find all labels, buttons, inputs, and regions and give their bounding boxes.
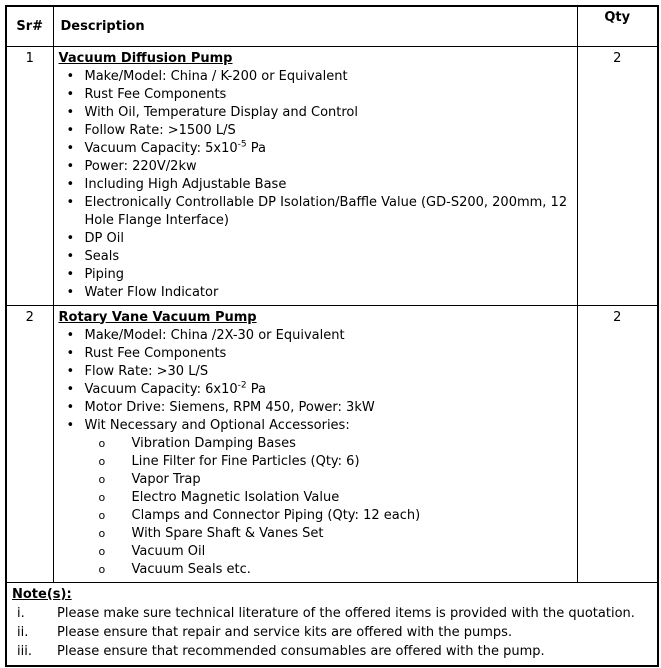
sub-bullet-item — [54, 453, 573, 471]
item-text: Vacuum Seals etc. — [131, 561, 251, 577]
bullet-item — [54, 68, 573, 86]
disc-bullet-icon: • — [66, 122, 75, 138]
disc-bullet-icon: • — [66, 104, 75, 120]
item-text: Electronically Controllable DP Isolation/Baffle Value (GD-S200, 200mm, 12 Hole Flange Interface) — [84, 194, 568, 228]
item-text: Vapor Trap — [131, 471, 201, 487]
item-text: Make/Model: China / K-200 or Equivalent — [84, 68, 348, 84]
item-text: Motor Drive: Siemens, RPM 450, Power: 3kW — [84, 399, 375, 415]
circle-bullet-icon: o — [98, 526, 106, 540]
table-row — [6, 305, 658, 582]
disc-bullet-icon: • — [66, 266, 75, 282]
note-item — [12, 604, 652, 623]
notes-row — [6, 582, 658, 666]
bullet-item — [54, 399, 573, 417]
item-text: Pa — [246, 381, 266, 397]
circle-bullet-icon: o — [98, 508, 106, 522]
circle-bullet-icon: o — [98, 472, 106, 486]
item-text: Vibration Damping Bases — [131, 435, 296, 451]
bullet-item — [54, 194, 573, 230]
bullet-item — [54, 284, 573, 302]
disc-bullet-icon: • — [66, 86, 75, 102]
disc-bullet-icon: • — [66, 363, 75, 379]
sub-bullet-item — [54, 543, 573, 561]
qty-value: 2 — [577, 305, 658, 582]
table-row — [6, 46, 658, 305]
disc-bullet-icon: • — [66, 176, 75, 192]
circle-bullet-icon: o — [98, 544, 106, 558]
bullet-item — [54, 86, 573, 104]
bullet-item — [54, 381, 573, 399]
note-item — [12, 642, 652, 661]
note-marker: iii. — [17, 643, 32, 659]
item-title: Vacuum Diffusion Pump — [58, 50, 233, 66]
notes-title: Note(s): — [12, 586, 72, 602]
sub-bullet-item — [54, 435, 573, 453]
sub-bullet-item — [54, 489, 573, 507]
item-title: Rotary Vane Vacuum Pump — [58, 309, 257, 325]
bullet-item — [54, 363, 573, 381]
header-sr: Sr# — [6, 6, 53, 46]
disc-bullet-icon: • — [66, 248, 75, 264]
sub-bullet-item — [54, 507, 573, 525]
item-text: Vacuum Oil — [131, 543, 206, 559]
disc-bullet-icon: • — [66, 345, 75, 361]
disc-bullet-icon: • — [66, 158, 75, 174]
item-text: Pa — [246, 140, 266, 156]
bullet-item — [54, 122, 573, 140]
item-text: Wit Necessary and Optional Accessories: — [84, 417, 350, 433]
bullet-item — [54, 158, 573, 176]
sr-number: 2 — [6, 305, 53, 582]
item-text: Rust Fee Components — [84, 345, 227, 361]
bullet-item — [54, 248, 573, 266]
circle-bullet-icon: o — [98, 436, 106, 450]
notes-cell — [6, 582, 658, 666]
sub-bullet-item — [54, 525, 573, 543]
item-text: Rust Fee Components — [84, 86, 227, 102]
description-cell — [53, 46, 577, 305]
circle-bullet-icon: o — [98, 562, 106, 576]
disc-bullet-icon: • — [66, 194, 75, 210]
bullet-item — [54, 104, 573, 122]
superscript-text: -5 — [237, 139, 247, 150]
disc-bullet-icon: • — [66, 381, 75, 397]
item-text: Follow Rate: >1500 L/S — [84, 122, 236, 138]
sub-bullet-item — [54, 471, 573, 489]
note-marker: ii. — [17, 624, 29, 640]
bullet-item — [54, 266, 573, 284]
item-text: Power: 220V/2kw — [84, 158, 197, 174]
table-header-row — [6, 6, 658, 46]
item-text: Electro Magnetic Isolation Value — [131, 489, 340, 505]
note-marker: i. — [17, 605, 25, 621]
item-text: Clamps and Connector Piping (Qty: 12 each) — [131, 507, 421, 523]
disc-bullet-icon: • — [66, 140, 75, 156]
item-text: Make/Model: China /2X-30 or Equivalent — [84, 327, 345, 343]
item-text: Flow Rate: >30 L/S — [84, 363, 209, 379]
note-text: Please make sure technical literature of the offered items is provided with the quotation. — [57, 605, 635, 621]
item-text: Seals — [84, 248, 120, 264]
description-cell — [53, 305, 577, 582]
item-text: Including High Adjustable Base — [84, 176, 287, 192]
header-description: Description — [53, 6, 577, 46]
item-text: Piping — [84, 266, 125, 282]
circle-bullet-icon: o — [98, 490, 106, 504]
item-text: DP Oil — [84, 230, 124, 246]
item-text: Vacuum Capacity: 5x10 — [84, 140, 238, 156]
disc-bullet-icon: • — [66, 284, 75, 300]
disc-bullet-icon: • — [66, 327, 75, 343]
note-item — [12, 623, 652, 642]
note-text: Please ensure that repair and service kits are offered with the pumps. — [57, 624, 513, 640]
sr-number: 1 — [6, 46, 53, 305]
disc-bullet-icon: • — [66, 399, 75, 415]
item-text: Water Flow Indicator — [84, 284, 219, 300]
bullet-item — [54, 327, 573, 345]
bullet-item — [54, 230, 573, 248]
disc-bullet-icon: • — [66, 230, 75, 246]
superscript-text: -2 — [237, 380, 247, 391]
item-text: Vacuum Capacity: 6x10 — [84, 381, 238, 397]
bullet-item — [54, 345, 573, 363]
disc-bullet-icon: • — [66, 417, 75, 433]
item-text: With Spare Shaft & Vanes Set — [131, 525, 324, 541]
bullet-item — [54, 176, 573, 194]
qty-value: 2 — [577, 46, 658, 305]
header-qty: Qty — [577, 6, 658, 46]
note-text: Please ensure that recommended consumables are offered with the pump. — [57, 643, 545, 659]
disc-bullet-icon: • — [66, 68, 75, 84]
item-text: Line Filter for Fine Particles (Qty: 6) — [131, 453, 360, 469]
item-text: With Oil, Temperature Display and Control — [84, 104, 358, 120]
table-body — [6, 46, 658, 582]
circle-bullet-icon: o — [98, 454, 106, 468]
bullet-item — [54, 417, 573, 435]
bullet-item — [54, 140, 573, 158]
spec-table — [5, 5, 659, 667]
sub-bullet-item — [54, 561, 573, 579]
